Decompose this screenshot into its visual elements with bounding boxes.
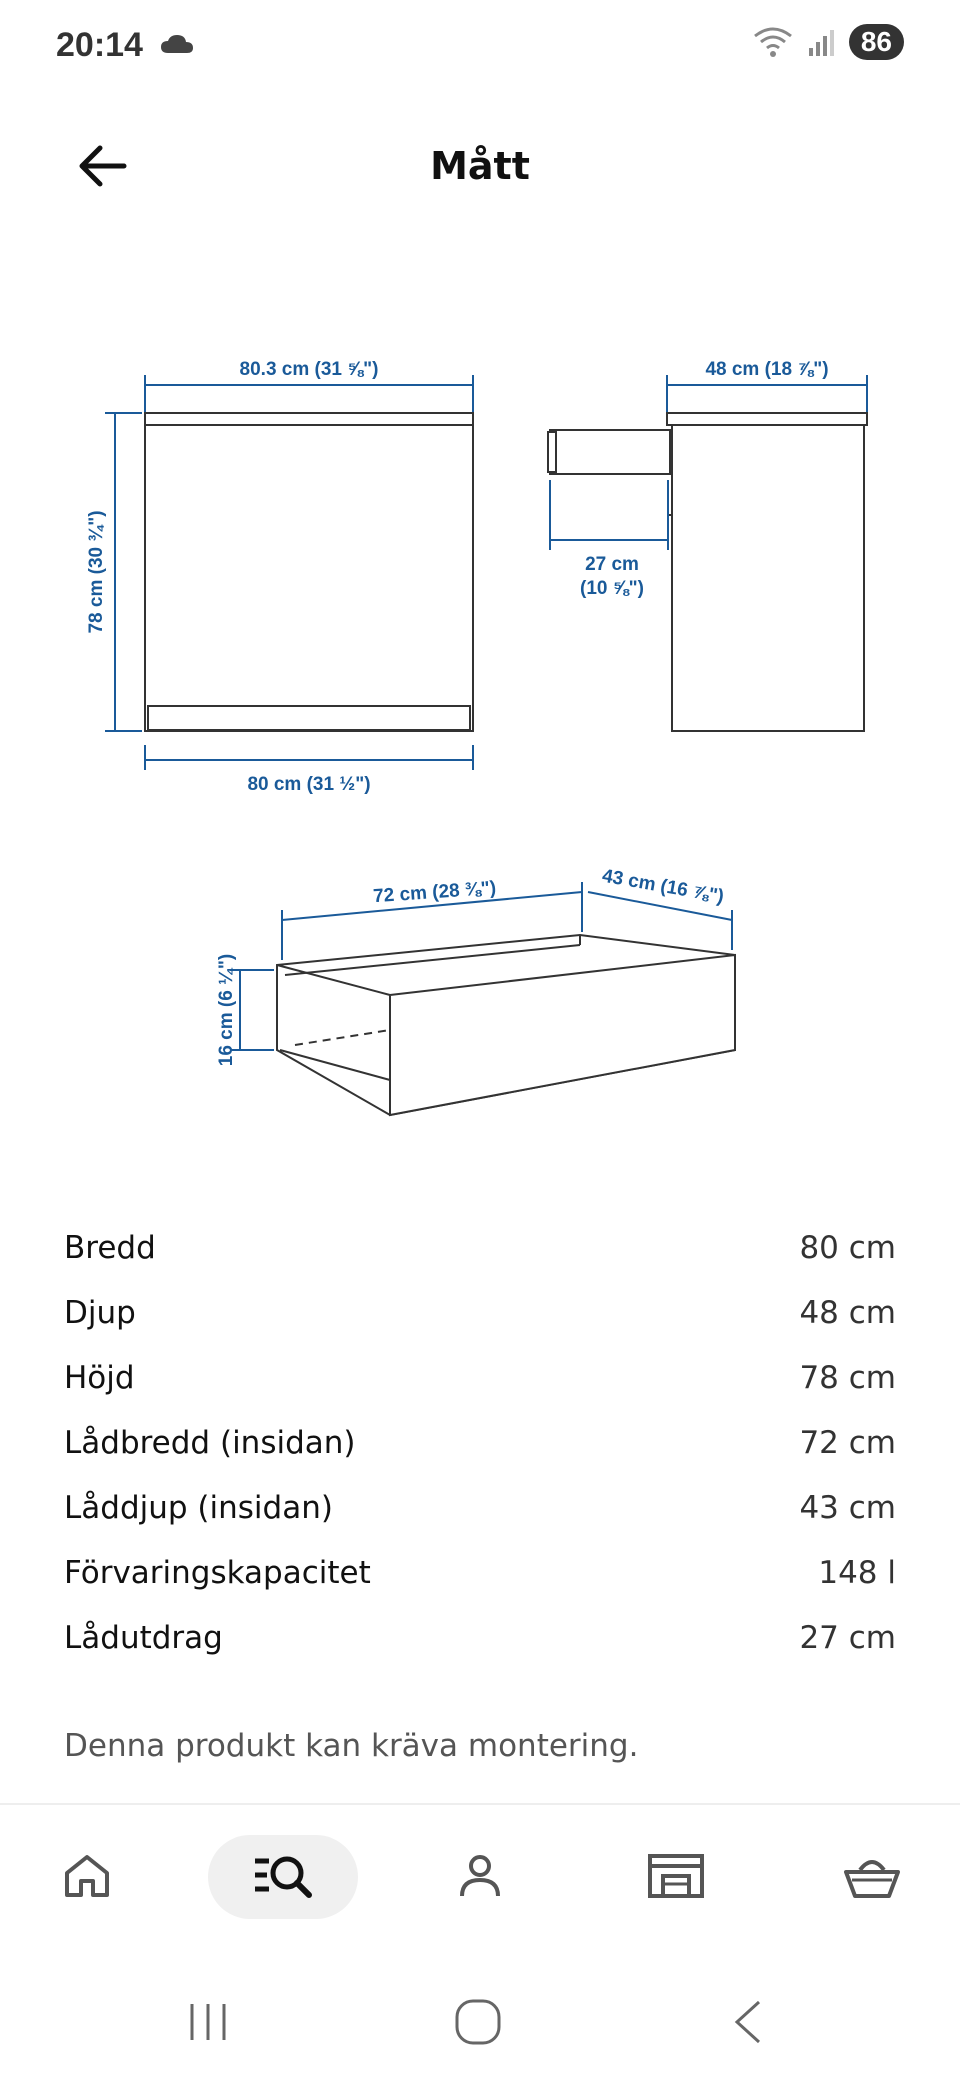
chevron-left-icon — [731, 1999, 765, 2045]
system-icons — [753, 24, 904, 60]
recent-apps-icon — [186, 2002, 230, 2042]
profile-icon — [456, 1852, 504, 1900]
side-depth-label: 48 cm (18 ⅞") — [705, 359, 829, 380]
page-title: Mått — [430, 144, 530, 188]
spec-label: Djup — [64, 1294, 136, 1331]
drawer-extension-label-2: (10 ⅝") — [580, 578, 644, 599]
home-circle-icon — [454, 1998, 502, 2046]
drawer-width-label: 72 cm (28 ⅜") — [372, 877, 497, 908]
front-width-bottom-label: 80 cm (31 ½") — [247, 774, 371, 795]
drawer-depth-label: 43 cm (16 ⅞") — [600, 865, 726, 908]
spec-row — [64, 1540, 896, 1605]
signal-icon — [807, 28, 835, 56]
spec-value: 78 cm — [799, 1359, 896, 1396]
spec-label: Bredd — [64, 1229, 156, 1266]
spec-label: Höjd — [64, 1359, 135, 1396]
app-bar — [0, 110, 960, 220]
search-list-icon — [253, 1853, 313, 1899]
spec-value: 80 cm — [799, 1229, 896, 1266]
spec-value: 48 cm — [799, 1294, 896, 1331]
nav-home[interactable] — [42, 1836, 132, 1916]
nav-store[interactable] — [631, 1836, 721, 1916]
nav-search[interactable] — [238, 1836, 328, 1916]
home-icon — [63, 1853, 111, 1899]
status-bar — [0, 0, 960, 100]
front-view — [145, 413, 473, 731]
spec-value: 72 cm — [799, 1424, 896, 1461]
drawer-height-label: 16 cm (6 ¼") — [216, 953, 237, 1067]
spec-value: 27 cm — [799, 1619, 896, 1656]
spec-row — [64, 1280, 896, 1345]
spec-row — [64, 1605, 896, 1670]
system-nav-bar — [0, 1970, 960, 2070]
store-icon — [647, 1852, 705, 1900]
spec-row — [64, 1215, 896, 1280]
front-height-label: 78 cm (30 ¾") — [86, 510, 107, 634]
home-system-button[interactable] — [438, 1990, 518, 2054]
drawer-extension-label-1: 27 cm — [585, 554, 639, 575]
spec-label: Förvaringskapacitet — [64, 1554, 371, 1591]
spec-row — [64, 1410, 896, 1475]
nav-profile[interactable] — [435, 1836, 525, 1916]
nav-basket[interactable] — [827, 1836, 917, 1916]
spec-label: Lådbredd (insidan) — [64, 1424, 356, 1461]
status-time: 20:14 — [56, 26, 143, 64]
assembly-note: Denna produkt kan kräva montering. — [64, 1728, 639, 1764]
dimension-specs — [64, 1215, 896, 1670]
spec-row — [64, 1345, 896, 1410]
divider — [0, 1803, 960, 1805]
front-width-top-label: 80.3 cm (31 ⅝") — [239, 359, 379, 380]
wifi-icon — [753, 26, 793, 58]
spec-row — [64, 1475, 896, 1540]
spec-label: Låddjup (insidan) — [64, 1489, 333, 1526]
bottom-nav — [0, 1830, 960, 1930]
basket-icon — [843, 1852, 901, 1900]
battery-badge: 86 — [849, 24, 904, 60]
cloud-icon — [160, 33, 194, 55]
spec-value: 43 cm — [799, 1489, 896, 1526]
spec-label: Lådutdrag — [64, 1619, 223, 1656]
spec-value: 148 l — [818, 1554, 896, 1591]
drawer-view — [277, 935, 735, 1115]
recent-apps-button[interactable] — [168, 1990, 248, 2054]
dimension-drawing — [60, 320, 900, 1140]
back-system-button[interactable] — [708, 1990, 788, 2054]
